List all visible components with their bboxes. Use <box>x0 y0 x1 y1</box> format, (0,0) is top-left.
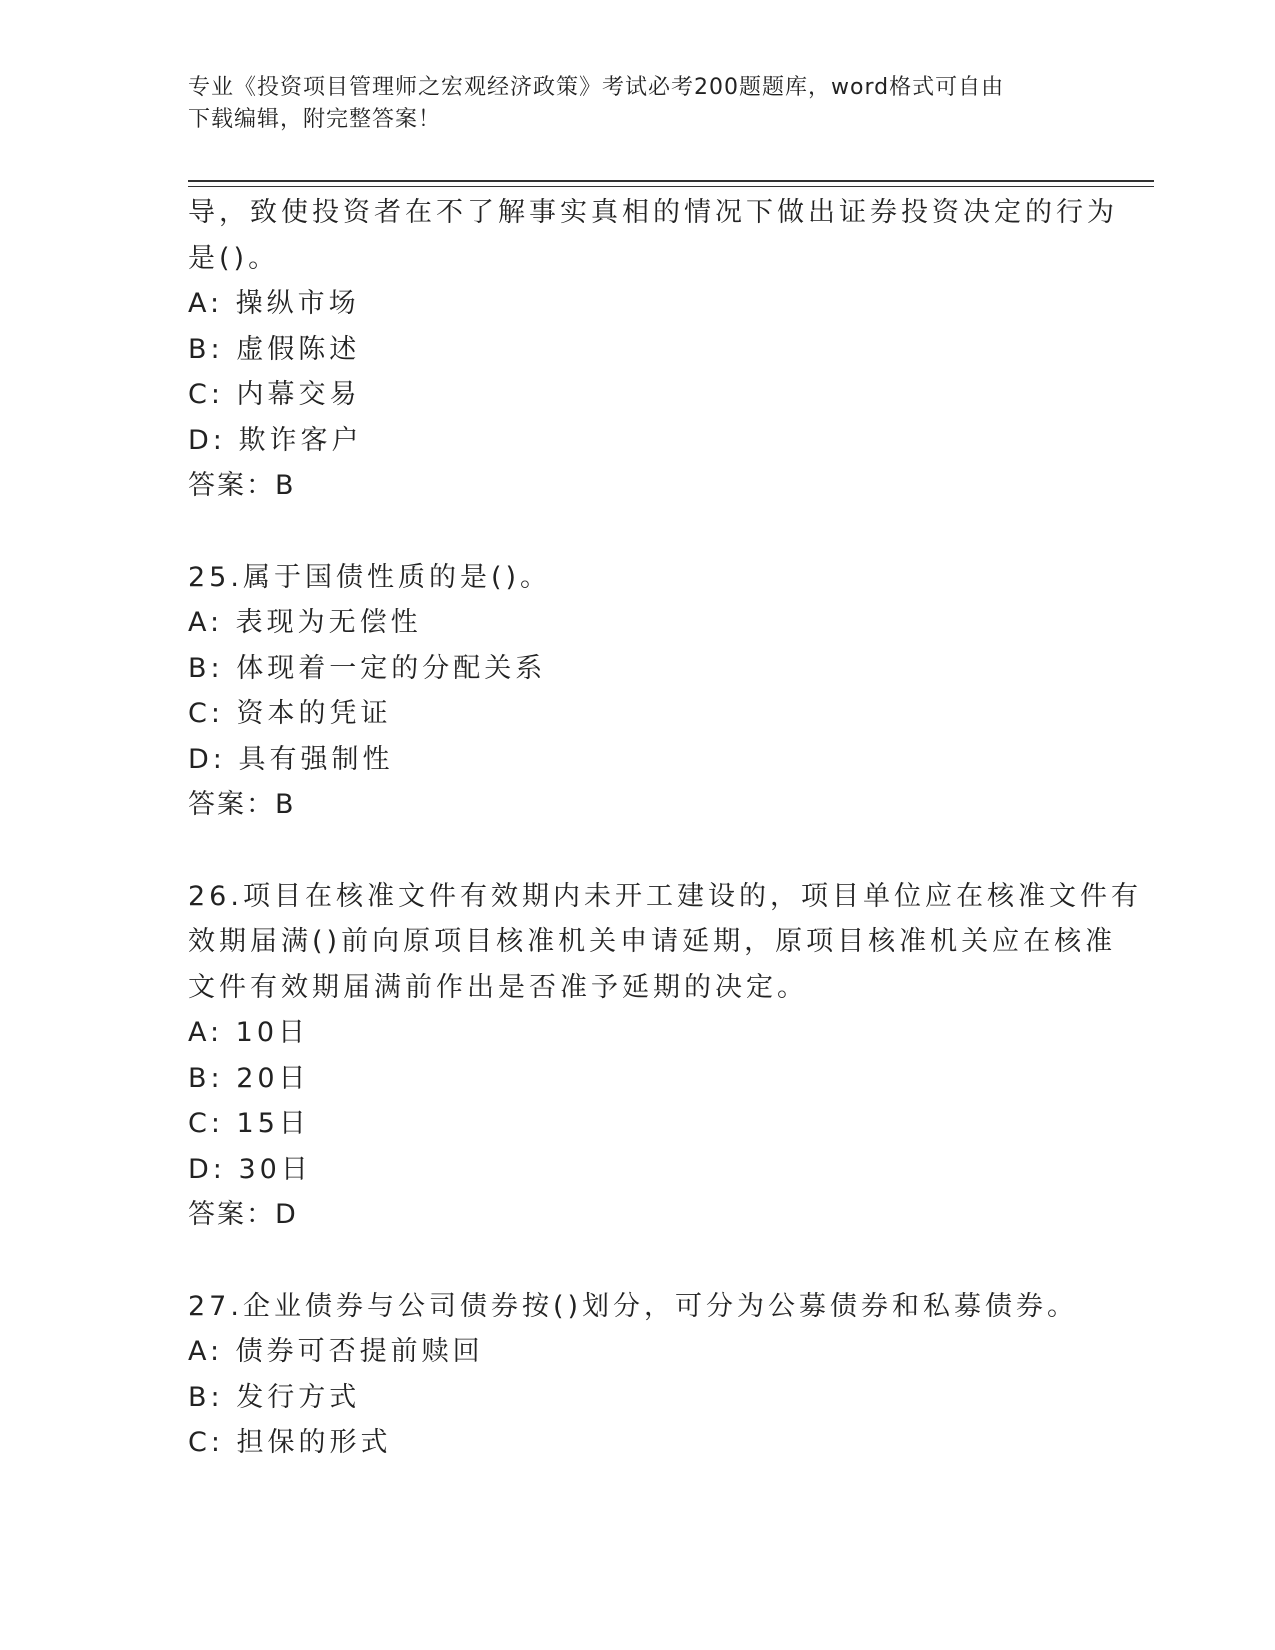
option-a: A: 表现为无偿性 <box>188 607 422 638</box>
option-c: C: 内幕交易 <box>188 379 361 410</box>
answer-line: 答案：B <box>188 470 296 501</box>
option-b: B: 20日 <box>188 1062 310 1094</box>
spacer <box>188 1238 1088 1284</box>
question-text-line: 是()。 <box>188 242 280 274</box>
option-c: C: 15日 <box>188 1108 310 1139</box>
header-divider-thin <box>188 186 1154 187</box>
question-text-line: 效期届满()前向原项目核准机关申请延期，原项目核准机关应在核准 <box>188 926 1117 957</box>
option-b: B: 虚假陈述 <box>188 333 361 365</box>
spacer <box>188 509 1088 555</box>
header-title-line-1: 专业《投资项目管理师之宏观经济政策》考试必考200题题库，word格式可自由 <box>188 75 1005 100</box>
option-a: A: 操纵市场 <box>188 288 360 319</box>
document-header <box>188 72 1068 136</box>
header-divider-thick <box>188 180 1154 182</box>
question-text-line: 文件有效期届满前作出是否准予延期的决定。 <box>188 971 808 1003</box>
spacer <box>188 828 1088 874</box>
header-title-line-2: 下载编辑，附完整答案！ <box>188 107 442 132</box>
question-26 <box>188 874 1142 1238</box>
question-27 <box>188 1284 1088 1466</box>
document-body <box>188 190 1142 1466</box>
answer-line: 答案：B <box>188 789 296 820</box>
question-text: 27.企业债券与公司债券按()划分，可分为公募债券和私募债券。 <box>188 1290 1079 1322</box>
option-a: A: 债券可否提前赎回 <box>188 1336 484 1367</box>
option-b: B: 发行方式 <box>188 1381 361 1413</box>
option-b: B: 体现着一定的分配关系 <box>188 652 547 684</box>
option-c: C: 担保的形式 <box>188 1427 392 1458</box>
question-text: 25.属于国债性质的是()。 <box>188 561 552 593</box>
question-fragment <box>188 190 1118 509</box>
question-text-line: 26.项目在核准文件有效期内未开工建设的，项目单位应在核准文件有 <box>188 880 1142 912</box>
option-a: A: 10日 <box>188 1017 310 1048</box>
option-d: D: 欺诈客户 <box>188 424 363 456</box>
answer-line: 答案：D <box>188 1199 298 1230</box>
question-25 <box>188 555 1088 828</box>
option-d: D: 具有强制性 <box>188 743 394 775</box>
question-text-line: 导，致使投资者在不了解事实真相的情况下做出证券投资决定的行为 <box>188 197 1118 228</box>
option-d: D: 30日 <box>188 1153 312 1185</box>
option-c: C: 资本的凭证 <box>188 698 392 729</box>
